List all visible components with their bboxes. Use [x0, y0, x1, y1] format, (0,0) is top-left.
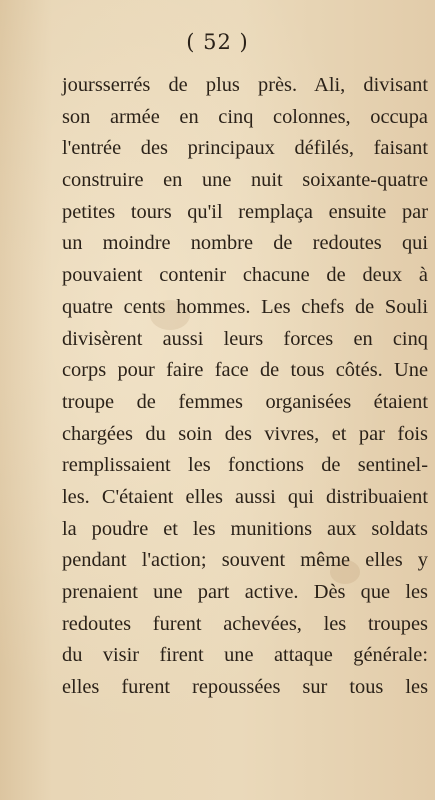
text-line: redoutes furent achevées, les troupes — [62, 612, 428, 635]
text-line: corps pour faire face de tous côtés. Une — [62, 359, 428, 382]
text-line: l'entrée des principaux défilés, faisant — [62, 137, 428, 160]
text-line: construire en une nuit soixante-quatre — [62, 169, 428, 192]
text-line: elles furent repoussées sur tous les — [62, 676, 428, 699]
text-line: quatre cents hommes. Les chefs de Souli — [62, 295, 428, 318]
text-line: son armée en cinq colonnes, occupa — [62, 105, 428, 128]
text-line: un moindre nombre de redoutes qui — [62, 232, 428, 255]
body-text — [62, 70, 428, 704]
text-line: prenaient une part active. Dès que les — [62, 581, 428, 603]
text-line: du visir firent une attaque générale: — [62, 644, 428, 667]
page-number: ( 52 ) — [186, 30, 249, 54]
text-line: chargées du soin des vivres, et par fois — [62, 422, 428, 445]
text-line: pendant l'action; souvent même elles y — [62, 549, 428, 572]
text-line: remplissaient les fonctions de sentinel- — [62, 454, 428, 477]
text-line: joursserrés de plus près. Ali, divisant — [62, 74, 428, 96]
text-line: troupe de femmes organisées étaient — [62, 390, 428, 413]
text-line: la poudre et les munitions aux soldats — [62, 517, 428, 540]
text-line: les. C'étaient elles aussi qui distribuaient — [62, 485, 428, 508]
text-line: divisèrent aussi leurs forces en cinq — [62, 327, 428, 350]
text-line: petites tours qu'il remplaça ensuite par — [62, 200, 428, 223]
text-line: pouvaient contenir chacune de deux à — [62, 264, 428, 287]
